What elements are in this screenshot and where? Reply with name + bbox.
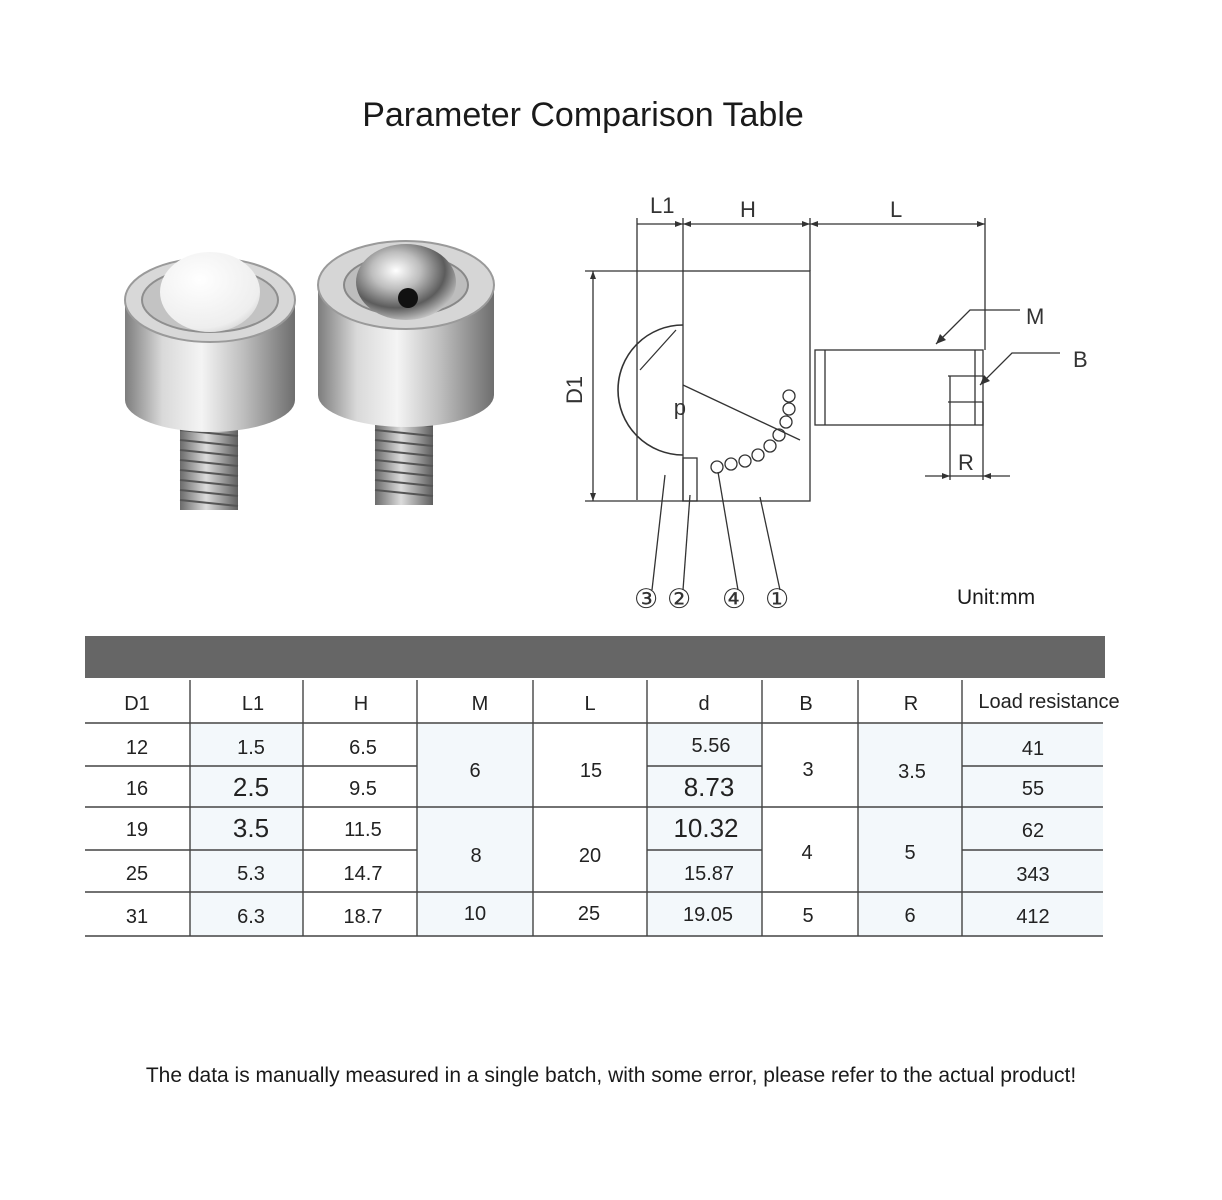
cell-d1: 25 — [125, 863, 149, 885]
callout-2: ② — [667, 584, 692, 615]
page-title: Parameter Comparison Table — [362, 96, 804, 134]
cell-l: 20 — [578, 845, 602, 867]
header-l: L — [584, 693, 596, 715]
cell-r: 3.5 — [898, 761, 926, 783]
cell-l1: 6.3 — [237, 906, 265, 928]
cell-h: 11.5 — [344, 819, 382, 841]
header-b: B — [799, 693, 813, 715]
label-l1: L1 — [650, 193, 675, 218]
cell-d: 5.56 — [691, 735, 731, 757]
threaded-stud — [815, 350, 983, 425]
cell-l1: 1.5 — [237, 737, 265, 759]
label-d: d — [673, 398, 686, 423]
footer-note: The data is manually measured in a single batch, with some error, please refer to the actual product! — [145, 1064, 1077, 1087]
label-m: M — [1026, 304, 1045, 329]
cell-l1: 3.5 — [232, 813, 270, 843]
cell-m: 10 — [463, 903, 487, 925]
label-h: H — [740, 197, 756, 222]
parameter-table — [85, 636, 1120, 938]
product-photo — [110, 240, 460, 540]
cell-b: 3 — [802, 759, 814, 781]
cell-l: 15 — [579, 760, 603, 782]
cell-m: 6 — [469, 760, 481, 782]
label-r: R — [958, 450, 974, 475]
cell-l: 25 — [577, 903, 601, 925]
cell-d1: 12 — [125, 737, 149, 759]
header-d: d — [698, 693, 710, 715]
dimension-diagram — [555, 185, 1115, 620]
callout-3: ③ — [634, 584, 659, 615]
cell-r: 5 — [904, 842, 916, 864]
cell-h: 14.7 — [343, 863, 383, 885]
header-load: Load resistance — [978, 691, 1120, 713]
header-l1: L1 — [241, 693, 265, 715]
steel-ball-unit — [318, 241, 494, 505]
label-b: B — [1073, 347, 1088, 372]
header-r: R — [903, 693, 919, 715]
table-grid — [85, 636, 1120, 938]
header-d1: D1 — [124, 693, 150, 715]
cell-h: 18.7 — [343, 906, 383, 928]
header-m: M — [471, 693, 489, 715]
white-ball-unit — [125, 252, 295, 510]
cell-d1: 16 — [125, 778, 149, 800]
cell-d1: 19 — [125, 819, 149, 841]
unit-label: Unit:mm — [957, 586, 1036, 609]
header-h: H — [353, 693, 369, 715]
cell-load: 41 — [1021, 738, 1045, 760]
cell-d: 10.32 — [673, 813, 739, 843]
cell-l1: 5.3 — [237, 863, 265, 885]
cell-load: 55 — [1021, 778, 1045, 800]
label-l: L — [890, 197, 903, 222]
cell-d: 19.05 — [682, 904, 734, 926]
cell-r: 6 — [904, 905, 916, 927]
cell-b: 5 — [802, 905, 814, 927]
cell-d1: 31 — [125, 906, 149, 928]
cell-b: 4 — [801, 842, 813, 864]
callout-1: ① — [765, 584, 790, 615]
label-d1: D1 — [562, 375, 587, 404]
cell-m: 8 — [470, 845, 482, 867]
cell-d: 15.87 — [683, 863, 735, 885]
cell-h: 9.5 — [349, 778, 377, 800]
ball-outline — [618, 325, 683, 455]
callout-4: ④ — [722, 584, 747, 615]
cell-load: 62 — [1021, 820, 1045, 842]
cell-d: 8.73 — [683, 772, 735, 802]
cell-h: 6.5 — [349, 737, 377, 759]
cell-l1: 2.5 — [232, 772, 270, 802]
cell-load: 343 — [1016, 864, 1050, 886]
cell-load: 412 — [1016, 906, 1050, 928]
